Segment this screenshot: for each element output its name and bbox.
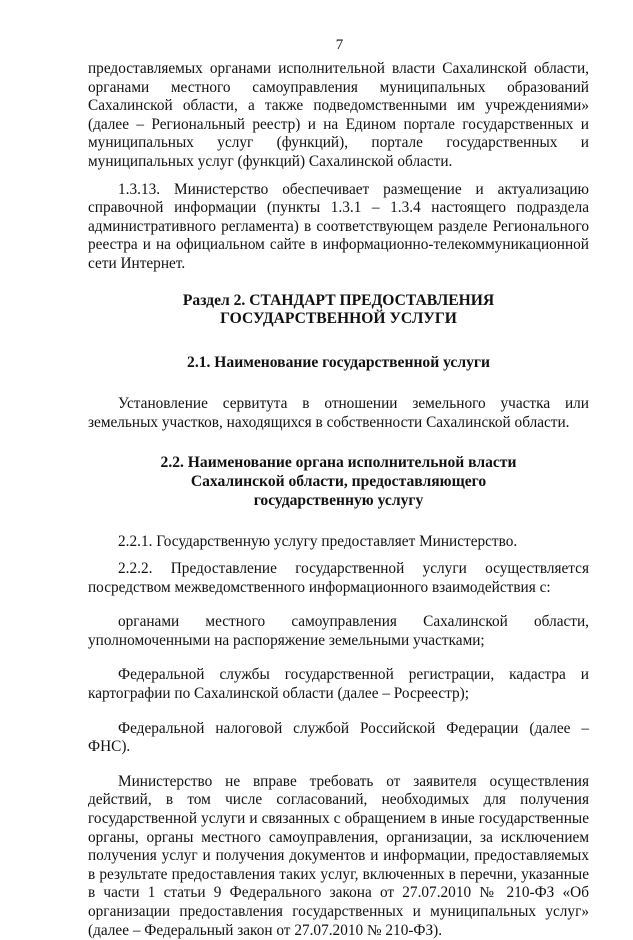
intro-paragraph: предоставляемых органами исполнительной власти Сахалинской области, органами местного самоуправления муниципальных образований Сахалинской области, а также подведомственными им учреждениями» (далее – Региональный реестр) и на Едином портале государственных и муниципальных услуг (функций), портале государственных и муниципальных услуг (функций) Сахалинской области. [88, 60, 589, 170]
paragraph-fns: Федеральной налоговой службой Российской Федерации (далее – ФНС). [88, 719, 589, 756]
section-2-title-line-1: Раздел 2. СТАНДАРТ ПРЕДОСТАВЛЕНИЯ [182, 291, 495, 309]
subsection-2-2-title-line-1: 2.2. Наименование органа исполнительной власти [160, 454, 517, 472]
paragraph-2-1: Установление сервитута в отношении земельного участка или земельных участков, находящихся в собственности Сахалинской области. [88, 394, 589, 431]
paragraph-rosreestr: Федеральной службы государственной регистрации, кадастра и картографии по Сахалинской области (далее – Росреестр); [88, 666, 589, 703]
paragraph-2-2-2: 2.2.2. Предоставление государственной услуги осуществляется посредством межведомственного информационного взаимодействия с: [88, 560, 589, 596]
subsection-2-2-title-line-3: государственную услугу [253, 491, 424, 509]
page-number: 7 [335, 37, 344, 53]
subsection-2-1-title: 2.1. Наименование государственной услуги [187, 354, 490, 372]
subsection-2-2-title-line-2: Сахалинской области, предоставляющего [190, 472, 487, 490]
section-2-title-line-2: ГОСУДАРСТВЕННОЙ УСЛУГИ [220, 310, 457, 328]
paragraph-2-2-1: 2.2.1. Государственную услугу предоставляет Министерство. [118, 532, 518, 550]
paragraph-1-3-13: 1.3.13. Министерство обеспечивает размещение и актуализацию справочной информации (пункты 1.3.1 – 1.3.4 настоящего подраздела административного регламента) в соответствующем разделе Регионального реестра и на официальном сайте в информационно-телекоммуникационной сети Интернет. [88, 180, 589, 272]
paragraph-local-bodies: органами местного самоуправления Сахалинской области, уполномоченными на распоряжение земельными участками; [88, 613, 589, 649]
paragraph-ministry-restrictions: Министерство не вправе требовать от заявителя осуществления действий, в том числе согласований, необходимых для получения государственной услуги и связанных с обращением в иные государственные органы, органы местного самоуправления, организации, за исключением получения услуг и получения документов и информации, предоставляемых в результате предоставления таких услуг, включенных в перечни, указанные в части 1 статьи 9 Федерального закона от 27.07.2010 № 210-ФЗ «Об организации предоставления государственных и муниципальных услуг» (далее – Федеральный закон от 27.07.2010 № 210-ФЗ). [88, 772, 589, 939]
section-2-title [88, 292, 589, 330]
subsection-2-2-title [88, 454, 589, 510]
